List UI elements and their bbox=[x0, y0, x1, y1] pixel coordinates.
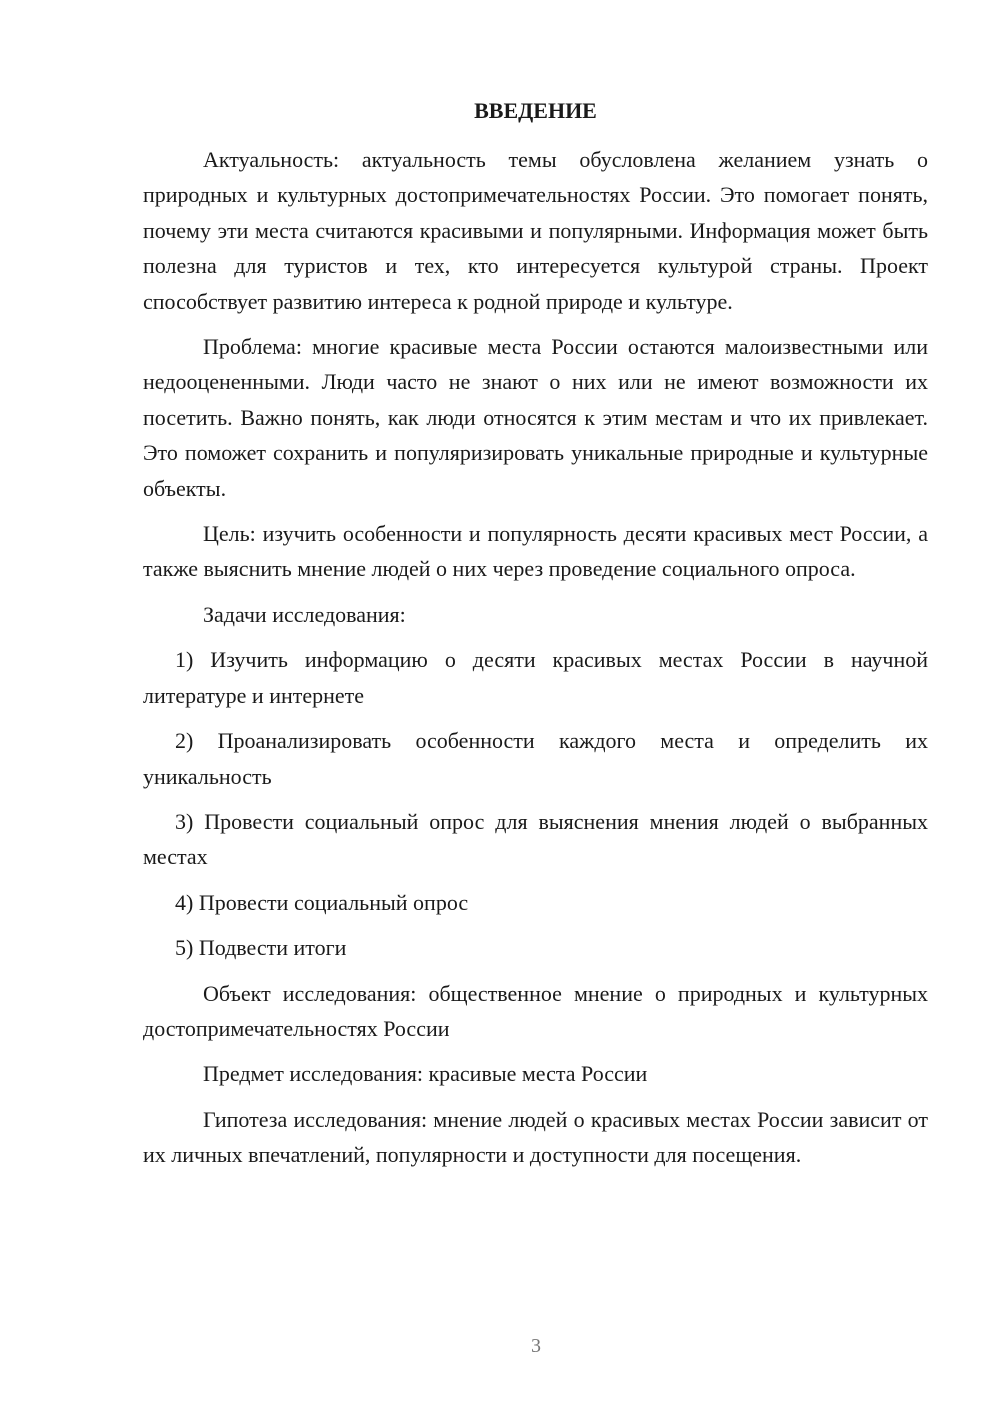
paragraph-goal: Цель: изучить особенности и популярность десяти красивых мест России, а также выяснить мнение людей о них через проведение социального опроса. bbox=[143, 521, 928, 582]
task-item: 5) Подвести итоги bbox=[175, 935, 347, 961]
paragraph-relevance: Актуальность: актуальность темы обусловлена желанием узнать о природных и культурных достопримечательностях России. Это помогает понять, почему эти места считаются красивыми и популярными. Информация может быть полезна для туристов и тех, кто интересуется культурой страны. Проект способствует развитию интереса к родной природе и культуре. bbox=[143, 147, 928, 314]
task-item: 2) Проанализировать особенности каждого места и определить их уникальность bbox=[143, 728, 928, 789]
task-item: 3) Провести социальный опрос для выяснения мнения людей о выбранных местах bbox=[143, 808, 928, 870]
task-item: 1) Изучить информацию о десяти красивых местах России в научной литературе и интернете bbox=[143, 647, 928, 708]
document-body bbox=[143, 142, 928, 1183]
tasks-heading: Задачи исследования: bbox=[203, 601, 406, 627]
page-title: ВВЕДЕНИЕ bbox=[474, 98, 597, 123]
paragraph-problem: Проблема: многие красивые места России остаются малоизвестными или недооцененными. Люди часто не знают о них или не имеют возможности их посетить. Важно понять, как люди относятся к этим местам и что их привлекает. Это поможет сохранить и популяризировать уникальные природные и культурные объекты. bbox=[143, 334, 928, 501]
page-number: 3 bbox=[531, 1335, 541, 1357]
task-item: 4) Провести социальный опрос bbox=[175, 889, 469, 915]
paragraph-hypothesis: Гипотеза исследования: мнение людей о красивых местах России зависит от их личных впечатлений, популярности и доступности для посещения. bbox=[143, 1106, 928, 1168]
paragraph-object: Объект исследования: общественное мнение о природных и культурных достопримечательностях России bbox=[143, 980, 928, 1041]
paragraph-subject: Предмет исследования: красивые места России bbox=[203, 1061, 648, 1087]
